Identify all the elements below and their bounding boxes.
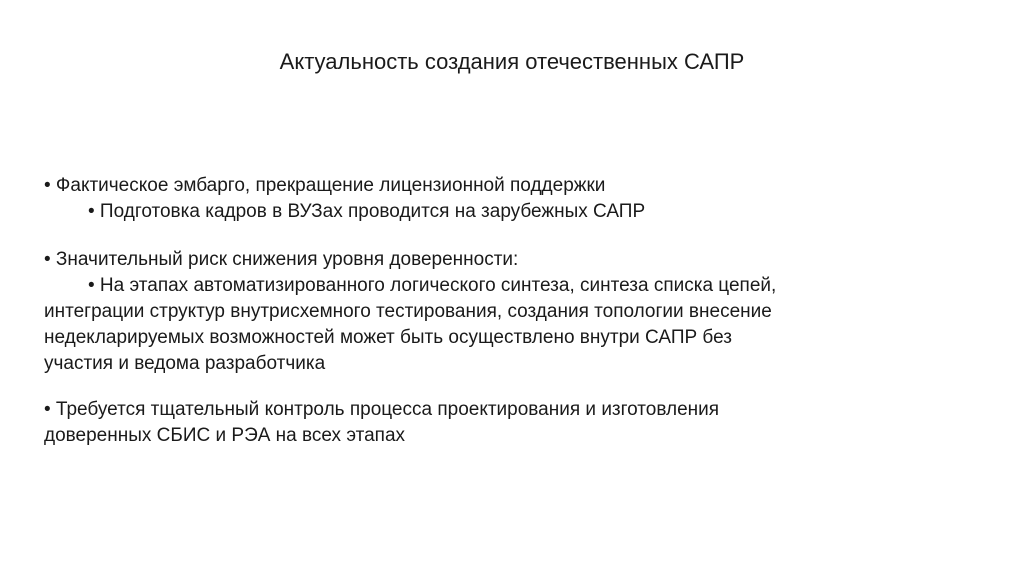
sub-bullet-synthesis-line-4: участия и ведома разработчика bbox=[44, 353, 326, 374]
slide-body bbox=[44, 173, 984, 449]
sub-bullet-synthesis-line-1: • На этапах автоматизированного логического синтеза, синтеза списка цепей, bbox=[88, 275, 777, 296]
slide-title: Актуальность создания отечественных САПР bbox=[279, 49, 745, 74]
sub-bullet-synthesis-line-2: интеграции структур внутрисхемного тестирования, создания топологии внесение bbox=[44, 301, 772, 322]
bullet-control-line-1: • Требуется тщательный контроль процесса проектирования и изготовления bbox=[44, 399, 720, 420]
bullet-trust-risk: • Значительный риск снижения уровня доверенности: bbox=[44, 249, 519, 270]
sub-bullet-synthesis-line-3: недекларируемых возможностей может быть осуществлено внутри САПР без bbox=[44, 327, 732, 348]
bullet-control-line-2: доверенных СБИС и РЭА на всех этапах bbox=[44, 425, 406, 446]
bullet-embargo: • Фактическое эмбарго, прекращение лицензионной поддержки bbox=[44, 175, 606, 196]
sub-bullet-training: • Подготовка кадров в ВУЗах проводится на зарубежных САПР bbox=[88, 201, 646, 222]
